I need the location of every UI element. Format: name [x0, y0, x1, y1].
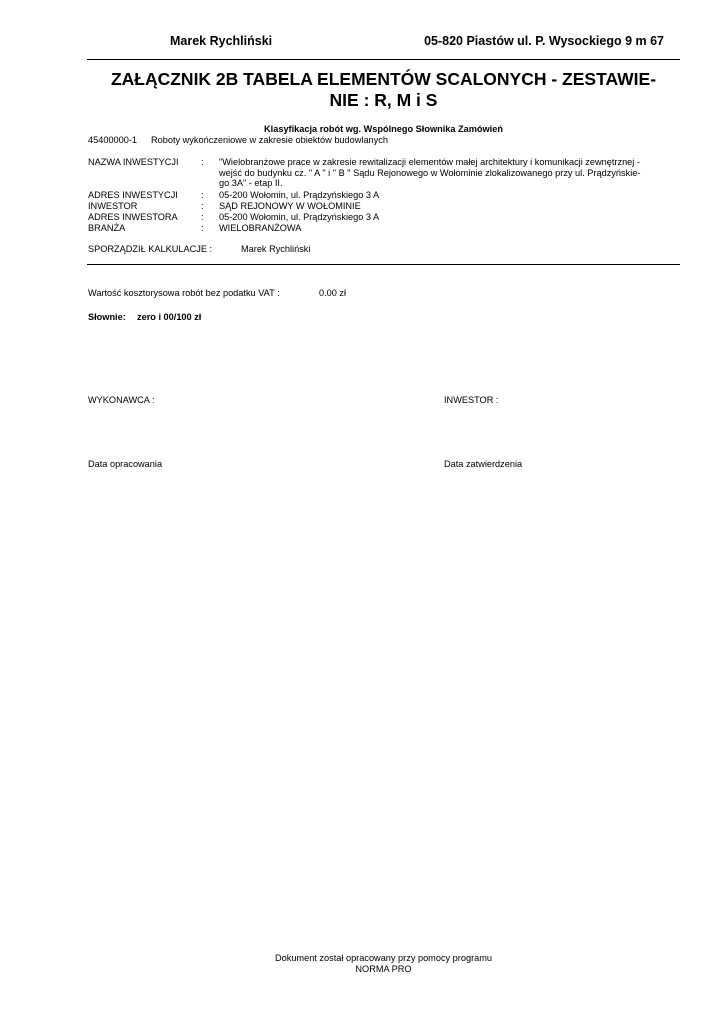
header-author: Marek Rychliński: [170, 34, 273, 48]
footer-line1: Dokument został opracowany przy pomocy programu: [274, 953, 493, 963]
investment-name-colon: :: [201, 157, 204, 167]
branch-colon: :: [201, 223, 204, 233]
classification-description: Roboty wykończeniowe w zakresie obiektów budowlanych: [151, 135, 388, 145]
investment-address-colon: :: [201, 190, 204, 200]
date-prepared-label: Data opracowania: [88, 459, 163, 469]
prepared-by-label: SPORZĄDZIŁ KALKULACJE :: [88, 244, 213, 254]
investment-name-line: go 3A" - etap II.: [219, 178, 283, 188]
page-title-line1: ZAŁĄCZNIK 2B TABELA ELEMENTÓW SCALONYCH - ZESTAWIE-: [110, 69, 657, 89]
investor-signature-label: INWESTOR :: [444, 395, 499, 405]
page-title: [87, 69, 680, 111]
classification-heading: Klasyfikacja robót wg. Wspólnego Słownika Zamówień: [264, 124, 503, 134]
investment-address-value: 05-200 Wołomin, ul. Prądzyńskiego 3 A: [219, 190, 380, 200]
cost-value: 0.00 zł: [319, 288, 347, 298]
investor-address-colon: :: [201, 212, 204, 222]
footer-line2: NORMA PRO: [355, 964, 412, 974]
investment-address-label: ADRES INWESTYCJI: [88, 190, 178, 200]
investor-address-label: ADRES INWESTORA: [88, 212, 178, 222]
cost-words-label: Słownie:: [88, 312, 126, 322]
cost-label: Wartość kosztorysowa robót bez podatku VAT :: [88, 288, 280, 298]
page-title-line2: NIE : R, M i S: [329, 90, 438, 110]
footer-note: [87, 953, 680, 975]
date-approved-label: Data zatwierdzenia: [444, 459, 523, 469]
investment-name-line: "Wielobranżowe prace w zakresie rewitalizacji elementów małej architektury i komunikacji zewnętrznej -: [219, 157, 640, 167]
investor-value: SĄD REJONOWY W WOŁOMINIE: [219, 201, 361, 211]
contractor-label: WYKONAWCA :: [88, 395, 155, 405]
header-address: 05-820 Piastów ul. P. Wysockiego 9 m 67: [424, 34, 664, 48]
prepared-by-value: Marek Rychliński: [241, 244, 311, 254]
investment-name-value: [219, 157, 679, 189]
header-divider: [87, 59, 680, 60]
section-divider: [87, 264, 680, 265]
branch-value: WIELOBRANŻOWA: [219, 223, 302, 233]
investor-label: INWESTOR: [88, 201, 138, 211]
cost-words-value: zero i 00/100 zł: [137, 312, 202, 322]
investment-name-label: NAZWA INWESTYCJI: [88, 157, 179, 167]
investment-name-line: wejść do budynku cz. " A " i " B " Sądu Rejonowego w Wołominie zlokalizowanego przy ul. Prądzyńskie-: [219, 167, 641, 178]
classification-code: 45400000-1: [88, 135, 138, 145]
branch-label: BRANŻA: [88, 223, 126, 233]
investor-address-value: 05-200 Wołomin, ul. Prądzyńskiego 3 A: [219, 212, 380, 222]
investor-colon: :: [201, 201, 204, 211]
